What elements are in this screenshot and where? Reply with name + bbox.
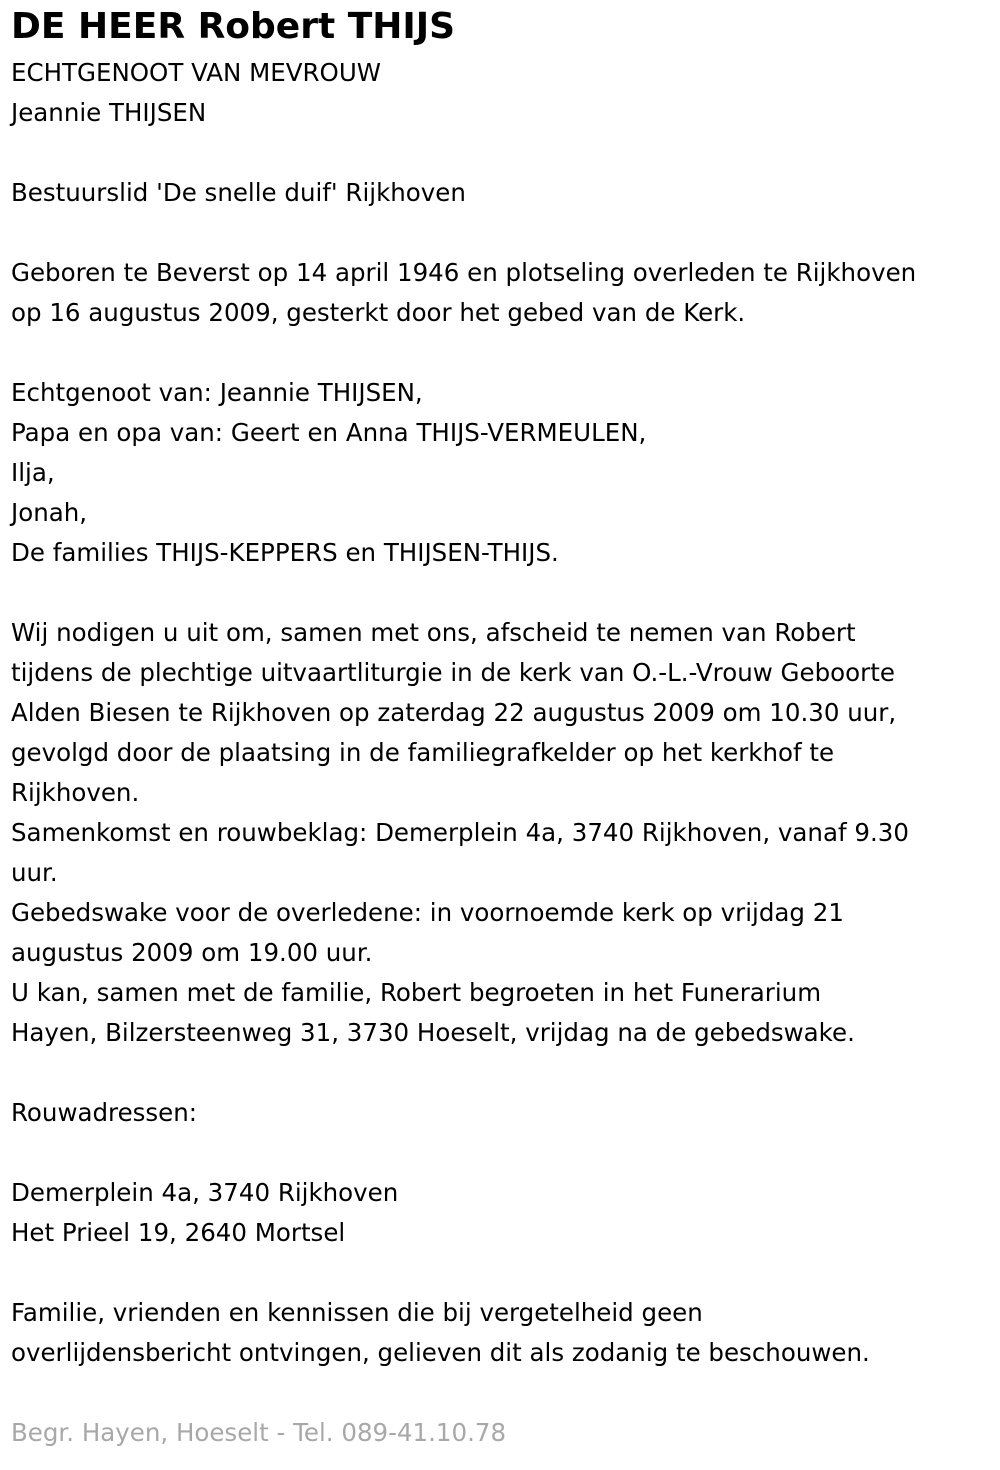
visitation-line-2: Hayen, Bilzersteenweg 31, 3730 Hoeselt, vrijdag na de gebedswake. — [11, 1018, 855, 1047]
spouse-label: ECHTGENOOT VAN MEVROUW — [11, 58, 382, 87]
gathering-line-2: uur. — [11, 858, 58, 887]
closing-note-line-1: Familie, vrienden en kennissen die bij vergetelheid geen — [11, 1298, 703, 1327]
deceased-name-heading: DE HEER Robert THIJS — [11, 6, 456, 47]
board-member-line: Bestuurslid 'De snelle duif' Rijkhoven — [11, 178, 466, 207]
spouse-name: Jeannie THIJSEN — [11, 98, 207, 127]
mourning-addresses-label: Rouwadressen: — [11, 1098, 198, 1127]
invitation-line-3: Alden Biesen te Rijkhoven op zaterdag 22 augustus 2009 om 10.30 uur, — [11, 698, 897, 727]
closing-note-line-2: overlijdensbericht ontvingen, gelieven dit als zodanig te beschouwen. — [11, 1338, 870, 1367]
family-line-families: De families THIJS-KEPPERS en THIJSEN-THIJS. — [11, 538, 559, 567]
birth-death-line-2: op 16 augustus 2009, gesterkt door het gebed van de Kerk. — [11, 298, 746, 327]
gathering-line-1: Samenkomst en rouwbeklag: Demerplein 4a, 3740 Rijkhoven, vanaf 9.30 — [11, 818, 909, 847]
mourning-address-1: Demerplein 4a, 3740 Rijkhoven — [11, 1178, 399, 1207]
family-line-spouse: Echtgenoot van: Jeannie THIJSEN, — [11, 378, 423, 407]
family-line-grandchild-2: Jonah, — [11, 498, 88, 527]
invitation-line-5: Rijkhoven. — [11, 778, 140, 807]
funeral-home-footer: Begr. Hayen, Hoeselt - Tel. 089-41.10.78 — [11, 1418, 507, 1447]
invitation-line-1: Wij nodigen u uit om, samen met ons, afscheid te nemen van Robert — [11, 618, 856, 647]
family-line-children: Papa en opa van: Geert en Anna THIJS-VERMEULEN, — [11, 418, 647, 447]
visitation-line-1: U kan, samen met de familie, Robert begroeten in het Funerarium — [11, 978, 822, 1007]
vigil-line-2: augustus 2009 om 19.00 uur. — [11, 938, 373, 967]
mourning-address-2: Het Prieel 19, 2640 Mortsel — [11, 1218, 346, 1247]
invitation-line-2: tijdens de plechtige uitvaartliturgie in de kerk van O.-L.-Vrouw Geboorte — [11, 658, 895, 687]
family-line-grandchild-1: Ilja, — [11, 458, 55, 487]
invitation-line-4: gevolgd door de plaatsing in de familiegrafkelder op het kerkhof te — [11, 738, 835, 767]
birth-death-line-1: Geboren te Beverst op 14 april 1946 en plotseling overleden te Rijkhoven — [11, 258, 917, 287]
vigil-line-1: Gebedswake voor de overledene: in voornoemde kerk op vrijdag 21 — [11, 898, 844, 927]
